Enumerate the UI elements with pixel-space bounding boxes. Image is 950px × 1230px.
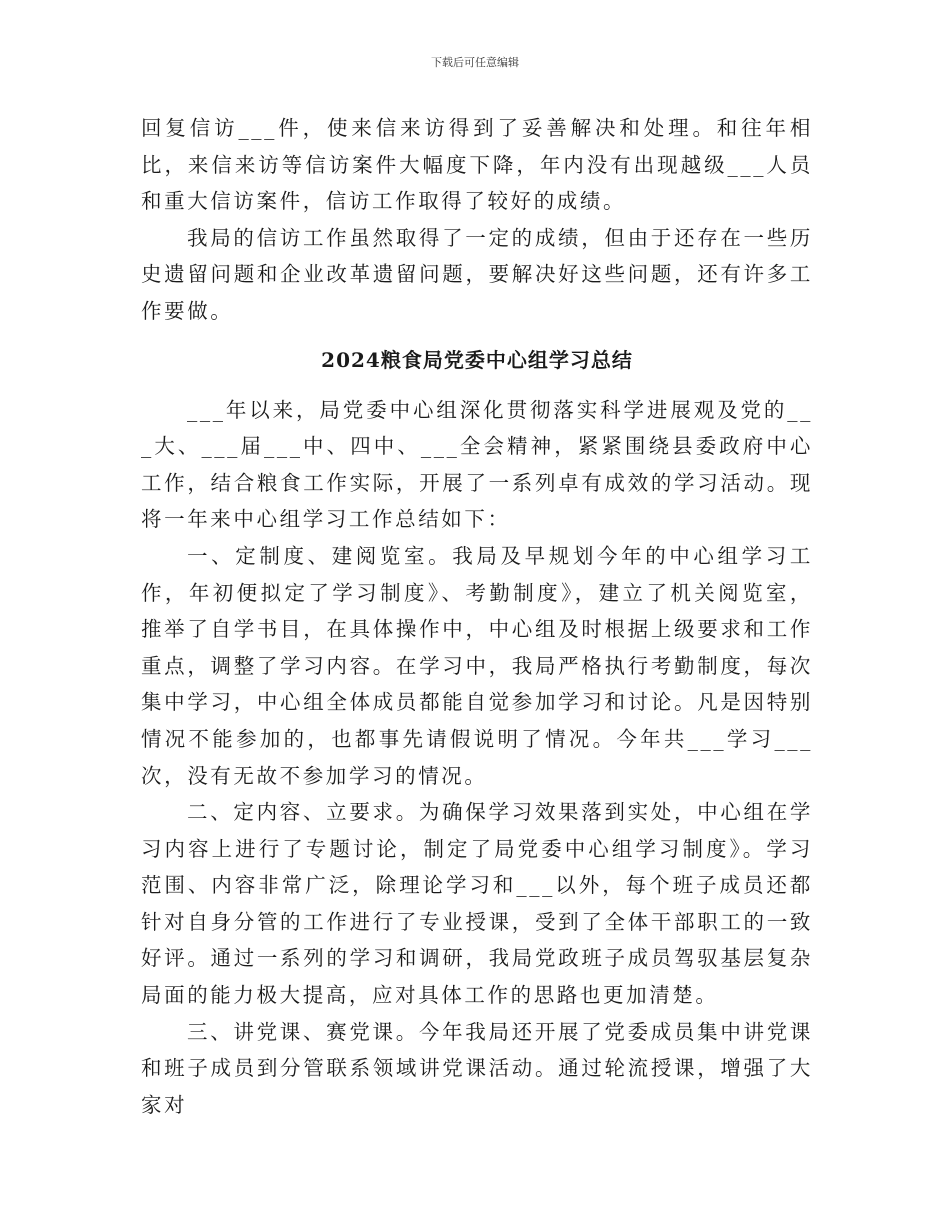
paragraph-section-two: 二、定内容、立要求。为确保学习效果落到实处，中心组在学习内容上进行了专题讨论，制定了局党委中心组学习制度》。学习范围、内容非常广泛，除理论学习和___以外，每个班子成员还都针对自身分管的工作进行了专业授课，受到了全体干部职工的一致好评。通过一系列的学习和调研，我局党政班子成员驾驭基层复杂局面的能力极大提高，应对具体工作的思路也更加清楚。 <box>141 800 813 1008</box>
paragraph-section-one: 一、定制度、建阅览室。我局及早规划今年的中心组学习工作，年初便拟定了学习制度》、考勤制度》，建立了机关阅览室，推举了自学书目，在具体操作中，中心组及时根据上级要求和工作重点，调整了学习内容。在学习中，我局严格执行考勤制度，每次集中学习，中心组全体成员都能自觉参加学习和讨论。凡是因特别情况不能参加的，也都事先请假说明了情况。今年共___学习___次，没有无故不参加学习的情况。 <box>141 543 813 788</box>
document-body <box>141 110 813 1123</box>
page-header-note: 下载后可任意编辑 <box>431 56 519 69</box>
paragraph-petition-remaining: 我局的信访工作虽然取得了一定的成绩，但由于还存在一些历史遗留问题和企业改革遗留问题，要解决好这些问题，还有许多工作要做。 <box>141 225 813 323</box>
paragraph-petition-count: 回复信访___件，使来信来访得到了妥善解决和处理。和往年相比，来信来访等信访案件大幅度下降，年内没有出现越级___人员和重大信访案件，信访工作取得了较好的成绩。 <box>141 116 813 214</box>
section-title: 2024粮食局党委中心组学习总结 <box>321 347 633 372</box>
paragraph-section-three: 三、讲党课、赛党课。今年我局还开展了党委成员集中讲党课和班子成员到分管联系领域讲党课活动。通过轮流授课，增强了大家对 <box>141 1019 813 1117</box>
paragraph-intro: ___年以来，局党委中心组深化贯彻落实科学进展观及党的___大、___届___中、四中、___全会精神，紧紧围绕县委政府中心工作，结合粮食工作实际，开展了一系列卓有成效的学习活动。现将一年来中心组学习工作总结如下： <box>141 397 813 532</box>
